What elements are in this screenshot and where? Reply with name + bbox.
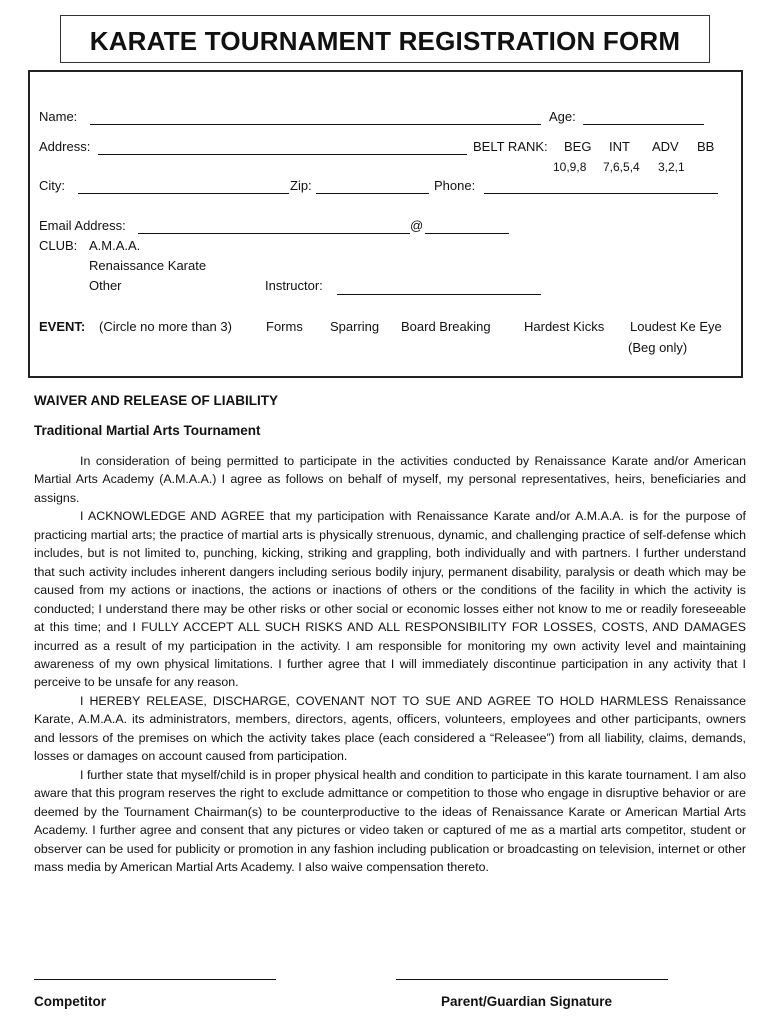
event-option-loudest-ke-eye[interactable]: Loudest Ke Eye [630, 319, 722, 334]
belt-option-adv[interactable]: ADV [652, 139, 679, 154]
club-option-other[interactable]: Other [89, 278, 122, 293]
form-title: KARATE TOURNAMENT REGISTRATION FORM [89, 26, 681, 56]
instructor-label: Instructor: [265, 278, 323, 293]
address-label: Address: [39, 139, 91, 154]
age-label: Age: [549, 109, 576, 124]
city-label: City: [39, 178, 65, 193]
age-field[interactable] [583, 124, 704, 125]
event-instruction: (Circle no more than 3) [99, 319, 232, 334]
event-option-sparring[interactable]: Sparring [330, 319, 380, 334]
phone-label: Phone: [434, 178, 476, 193]
phone-field[interactable] [484, 193, 718, 194]
parent-signature-line[interactable] [396, 979, 668, 980]
name-label: Name: [39, 109, 78, 124]
email-user-field[interactable] [138, 233, 410, 234]
event-option-board-breaking[interactable]: Board Breaking [401, 319, 491, 334]
waiver-paragraph: I further state that myself/child is in proper physical health and condition to participate in this karate tournament. I am also aware that this program reserves the right to exclude admittance or competition to those who engage in disruptive behavior or are deemed by the Tournament Chairman(s) to be counterproductive to the ideas of Renaissance Karate or American Martial Arts Academy. I further agree and consent that any pictures or video taken or captured of me as a martial arts competitor, student or observer can be used for publicity or promotion in any fashion including publication or broadcasting on television, internet or other mass media by American Martial Arts Academy. I also waive compensation thereto. [34, 767, 746, 874]
waiver-paragraph: I ACKNOWLEDGE AND AGREE that my participation with Renaissance Karate and/or A.M.A.A. is for the purpose of practicing martial arts; the practice of martial arts is physically strenuous, dynamic, and challenging practice of self-defense which includes, but is not limited to, punching, kicking, striking and grappling, both individually and with partners. I further understand that such activity includes inherent dangers including serious bodily injury, permanent disability, paralysis or death which may be caused from my actions or inactions, the actions or inactions of others or the conditions of the facility in which the activity is conducted; I understand there may be other risks or other social or economic losses either not know to me or readily foreseeable at this time; and I FULLY ACCEPT ALL SUCH RISKS AND ALL RESPONSIBILITY FOR LOSSES, COSTS, AND DAMAGES incurred as a result of my participation in the activity. I am responsible for monitoring my own activity level and maintaining awareness of my own physical limitations. I further agree that I will immediately discontinue participation in any activity that I perceive to be unsafe for any reason. [34, 509, 746, 690]
waiver-paragraph: I HEREBY RELEASE, DISCHARGE, COVENANT NOT TO SUE AND AGREE TO HOLD HARMLESS Renaissance Karate, A.M.A.A. its administrators, members, directors, agents, officers, volunteers, employees and other participants, owners and lessors of the premises on which the activity takes place (each considered a “Releasee”) from all liability, claims, demands, losses or damages on account caused from participation. [34, 693, 746, 764]
parent-guardian-label: Parent/Guardian Signature [441, 994, 613, 1009]
title-box [60, 15, 710, 63]
email-at-sign: @ [410, 218, 424, 233]
event-option-forms[interactable]: Forms [266, 319, 303, 334]
event-note: (Beg only) [628, 340, 688, 355]
club-label: CLUB: [39, 238, 78, 253]
belt-rank-label: BELT RANK: [473, 139, 548, 154]
zip-field[interactable] [316, 193, 429, 194]
waiver-heading: WAIVER AND RELEASE OF LIABILITY [34, 393, 279, 408]
competitor-label: Competitor [34, 994, 106, 1009]
competitor-signature-line[interactable] [34, 979, 276, 980]
address-field[interactable] [98, 154, 467, 155]
waiver-paragraph: In consideration of being permitted to participate in the activities conducted by Renaissance Karate and/or American Martial Arts Academy (A.M.A.A.) I agree as follows on behalf of myself, my personal representatives, heirs, beneficiaries and assigns. [34, 454, 746, 505]
event-option-hardest-kicks[interactable]: Hardest Kicks [524, 319, 605, 334]
club-option-amaa[interactable]: A.M.A.A. [89, 238, 141, 253]
zip-label: Zip: [290, 178, 312, 193]
event-label: EVENT: [39, 319, 86, 334]
name-field[interactable] [90, 124, 541, 125]
email-label: Email Address: [39, 218, 126, 233]
waiver-body [34, 452, 746, 876]
city-field[interactable] [78, 193, 289, 194]
belt-option-bb[interactable]: BB [697, 139, 715, 154]
belt-ages-beg: 10,9,8 [553, 160, 587, 174]
belt-option-beg[interactable]: BEG [564, 139, 592, 154]
belt-ages-adv: 3,2,1 [658, 160, 685, 174]
instructor-field[interactable] [337, 294, 541, 295]
belt-option-int[interactable]: INT [609, 139, 630, 154]
email-domain-field[interactable] [425, 233, 509, 234]
belt-ages-int: 7,6,5,4 [603, 160, 640, 174]
waiver-subheading: Traditional Martial Arts Tournament [34, 423, 261, 438]
club-option-renaissance[interactable]: Renaissance Karate [89, 258, 207, 273]
